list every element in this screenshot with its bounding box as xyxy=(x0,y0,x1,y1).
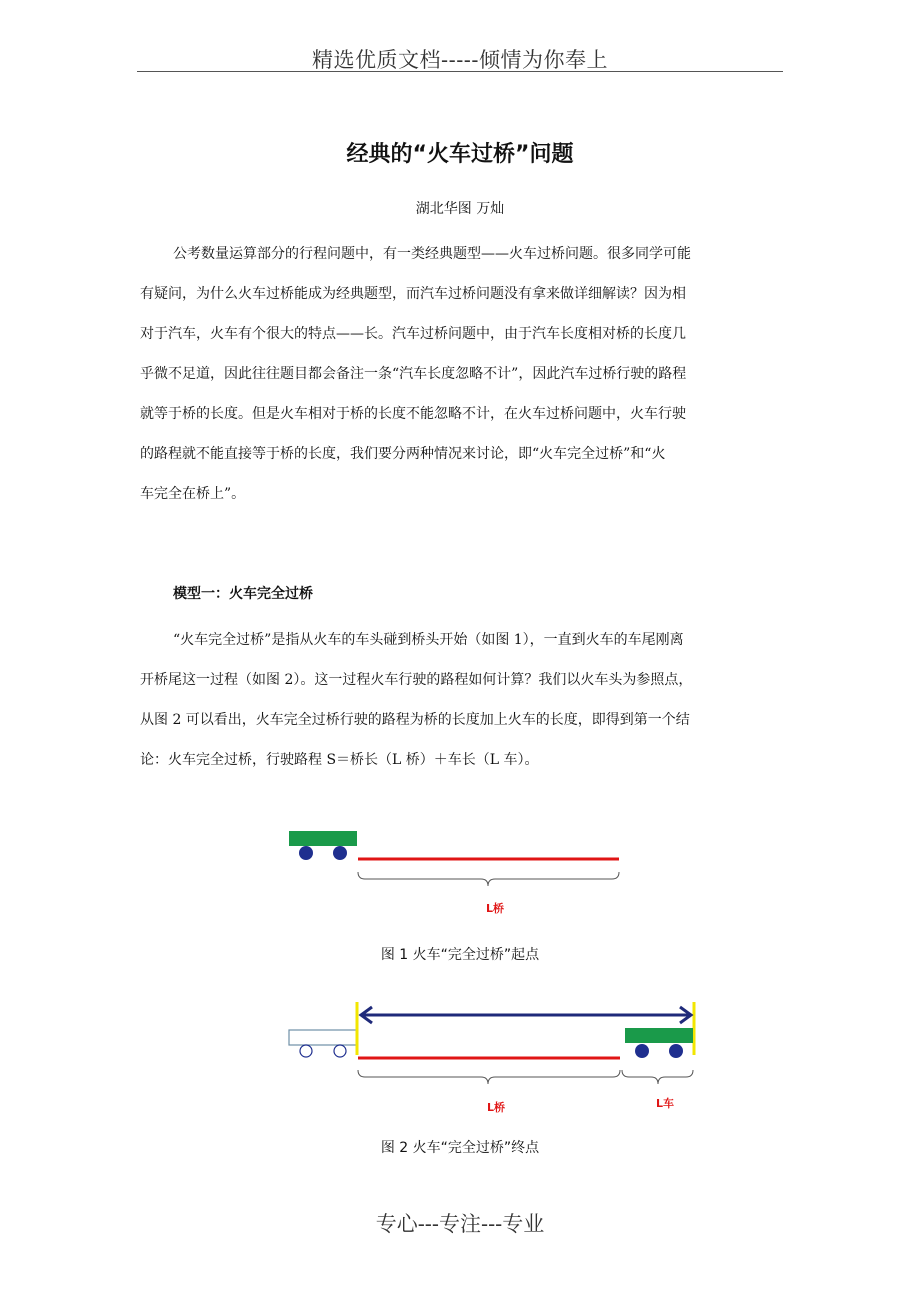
document-author: 湖北华图 万灿 xyxy=(415,201,505,217)
train-icon xyxy=(289,831,357,860)
bridge-length-label: L桥 xyxy=(485,902,505,915)
distance-arrow xyxy=(361,1007,691,1023)
intro-paragraph xyxy=(140,234,782,514)
section-heading: 模型一：火车完全过桥 xyxy=(173,586,313,602)
paragraph-line: 公考数量运算部分的行程问题中，有一类经典题型——火车过桥问题。很多同学可能 xyxy=(173,246,691,262)
bridge-length-brace xyxy=(358,1070,620,1084)
figure-2-diagram xyxy=(280,995,720,1120)
page-footer: 专心---专注---专业 xyxy=(375,1212,545,1236)
ghost-train-icon xyxy=(289,1030,357,1057)
figure-2-caption: 图 2 火车“完全过桥”终点 xyxy=(380,1140,540,1156)
bridge-length-brace xyxy=(358,872,619,886)
paragraph-line: 开桥尾这一过程（如图 2）。这一过程火车行驶的路程如何计算？我们以火车头为参照点， xyxy=(140,672,693,688)
paragraph-line: 乎微不足道，因此往往题目都会备注一条“汽车长度忽略不计”，因此汽车过桥行驶的路程 xyxy=(140,366,687,382)
ghost-train-wheel xyxy=(300,1045,312,1057)
paragraph-line: 的路程就不能直接等于桥的长度，我们要分两种情况来讨论，即“火车完全过桥”和“火 xyxy=(140,446,666,462)
figure-1-diagram xyxy=(280,822,640,922)
paragraph-line: 对于汽车，火车有个很大的特点——长。汽车过桥问题中，由于汽车长度相对桥的长度几 xyxy=(140,326,686,342)
train-body xyxy=(625,1028,693,1043)
train-wheel xyxy=(333,846,347,860)
train-wheel xyxy=(669,1044,683,1058)
header-divider xyxy=(137,71,783,72)
ghost-train-body xyxy=(289,1030,357,1045)
section-paragraph xyxy=(140,620,782,780)
paragraph-line: 车完全在桥上”。 xyxy=(140,486,246,502)
document-title: 经典的“火车过桥”问题 xyxy=(346,142,574,167)
figure-1-caption: 图 1 火车“完全过桥”起点 xyxy=(380,947,540,963)
paragraph-line: 有疑问，为什么火车过桥能成为经典题型，而汽车过桥问题没有拿来做详细解读？因为相 xyxy=(140,286,686,302)
train-body xyxy=(289,831,357,846)
paragraph-line: “火车完全过桥”是指从火车的车头碰到桥头开始（如图 1），一直到火车的车尾刚离 xyxy=(173,632,684,648)
train-length-label: L车 xyxy=(655,1097,675,1110)
train-wheel xyxy=(299,846,313,860)
paragraph-line: 就等于桥的长度。但是火车相对于桥的长度不能忽略不计，在火车过桥问题中，火车行驶 xyxy=(140,406,686,422)
bridge-length-label: L桥 xyxy=(486,1101,506,1114)
ghost-train-wheel xyxy=(334,1045,346,1057)
train-length-brace xyxy=(622,1070,693,1084)
paragraph-line: 论：火车完全过桥，行驶路程 S＝桥长（L 桥）＋车长（L 车）。 xyxy=(140,752,539,768)
train-wheel xyxy=(635,1044,649,1058)
page-header-title: 精选优质文档-----倾情为你奉上 xyxy=(312,48,608,72)
train-icon xyxy=(625,1028,693,1058)
paragraph-line: 从图 2 可以看出，火车完全过桥行驶的路程为桥的长度加上火车的长度，即得到第一个结 xyxy=(140,712,690,728)
